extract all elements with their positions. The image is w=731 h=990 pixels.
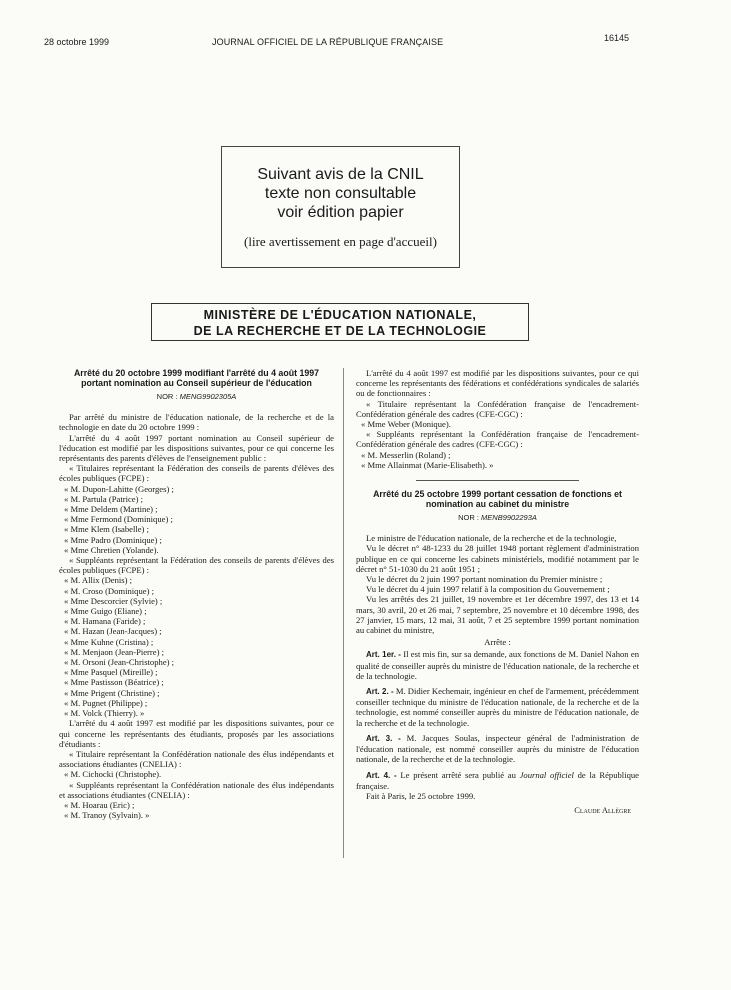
notice-line-2: texte non consultable [264, 185, 417, 202]
article-3-text: M. Jacques Soulas, inspecteur général de l'administration de l'éducation nationale, est nommé conseiller auprès du ministre de l'éducation nationale, de la recherche et de la technologie. [356, 732, 639, 765]
list-item: « M. Allix (Denis) ; [64, 575, 133, 586]
list-item: « M. Croso (Dominique) ; [64, 585, 154, 596]
list-item: « Mme Kuhne (Cristina) ; [64, 636, 154, 647]
notice-line-1: Suivant avis de la CNIL [257, 166, 424, 183]
list-item: « M. Pugnet (Philippe) ; [64, 697, 148, 708]
list-item: « Mme Prigent (Christine) ; [64, 687, 160, 698]
list-item: « Mme Pastisson (Béatrice) ; [64, 677, 164, 688]
notice-subtext: (lire avertissement en page d'accueil) [244, 234, 437, 249]
article-4-journal: Journal officiel [519, 769, 574, 780]
visa-decret-june-2: Vu le décret du 2 juin 1997 portant nomination du Premier ministre ; [366, 574, 603, 585]
list-item: « Mme Weber (Monique). [361, 419, 451, 430]
list-item: « M. Hamana (Faride) ; [64, 616, 146, 627]
left-nor-label: NOR : [156, 392, 178, 401]
visa-decret-1948: Vu le décret n° 48-1233 du 28 juillet 1948 portant règlement d'administration publique en ce qui concerne les cabinets ministériels, modifié notamment par le décret n° 51-1030 du 21 août 1951 ; [356, 543, 639, 574]
left-nor [59, 392, 334, 402]
section-rule [416, 480, 579, 481]
header-journal-title: JOURNAL OFFICIEL DE LA RÉPUBLIQUE FRANÇAISE [212, 37, 444, 47]
article-2-label: Art. 2. - [366, 687, 394, 697]
header-date: 28 octobre 1999 [44, 37, 110, 47]
ministry-heading-box [151, 303, 529, 341]
header-page-number: 16145 [604, 33, 630, 43]
right-suppleants-cfe: « Suppléants représentant la Confédération française de l'encadrement-Confédération générale des cadres (CFE-CGC) : [356, 429, 639, 450]
article-4 [356, 770, 639, 791]
right-nor-label: NOR : [458, 513, 479, 523]
left-titulaire-cnelia: « Titulaire représentant la Confédération nationale des élus indépendants et associations étudiantes (CNELIA) : [59, 748, 334, 770]
right-nor [356, 513, 639, 523]
right-nor-code: MENB9902293A [481, 513, 537, 523]
list-item: « M. Orsoni (Jean-Christophe) ; [64, 657, 175, 668]
ministry-line-1: MINISTÈRE DE L'ÉDUCATION NATIONALE, [203, 308, 477, 322]
left-titulaires-fcpe: « Titulaires représentant la Fédération des conseils de parents d'élèves des écoles publiques (FCPE) : [59, 463, 334, 484]
arrete-heading: Arrête : [484, 637, 511, 648]
left-nor-code: MENG9902305A [179, 392, 237, 401]
article-3 [356, 733, 639, 765]
list-item: « M. Tranoy (Sylvain). » [64, 810, 150, 821]
done-at: Fait à Paris, le 25 octobre 1999. [366, 790, 476, 801]
article-4-label: Art. 4. - [366, 770, 397, 780]
visa-decret-june-4: Vu le décret du 4 juin 1997 relatif à la composition du Gouvernement ; [366, 584, 610, 595]
page-header [0, 0, 731, 50]
left-suppleants-fcpe: « Suppléants représentant la Fédération des conseils de parents d'élèves des écoles publiques (FCPE) : [59, 555, 334, 576]
article-4-text-b: de la République française. [356, 769, 639, 791]
list-item: « Mme Deldem (Martine) ; [64, 504, 158, 515]
list-item: « Mme Padro (Dominique) ; [64, 534, 162, 545]
left-article-title: Arrêté du 20 octobre 1999 modifiant l'arrêté du 4 août 1997 portant nomination au Conseil supérieur de l'éducation [73, 368, 320, 388]
list-item: « Mme Guigo (Eliane) ; [64, 606, 147, 617]
column-divider [343, 368, 344, 858]
list-item: « Mme Pasquel (Mireille) ; [64, 667, 158, 678]
left-para1: L'arrêté du 4 août 1997 portant nomination au Conseil supérieur de l'éducation est modifié par les dispositions suivantes, pour ce qui concerne les représentants des parents d'élèves de l'enseignement public : [59, 432, 334, 464]
list-item: « Mme Fermond (Dominique) ; [64, 514, 173, 525]
right-titulaire-cfe: « Titulaire représentant la Confédération française de l'encadrement-Confédération générale des cadres (CFE-CGC) : [356, 398, 639, 419]
right-article-title: Arrêté du 25 octobre 1999 portant cessation de fonctions et nomination au cabinet du ministre [373, 489, 622, 510]
article-1-label: Art. 1er. - [366, 650, 401, 660]
visa-arretes: Vu les arrêtés des 21 juillet, 19 novembre et 1er décembre 1997, des 13 et 14 mars, 30 avril, 20 et 26 mai, 7 septembre, 25 novembre et 10 décembre 1998, des 27 janvier, 15 mars, 12 mai, 31 août, 7 et 25 septembre 1999 portant nomination au cabinet du ministre, [356, 594, 639, 636]
list-item: « M. Hoarau (Eric) ; [64, 799, 135, 810]
cnil-notice-box [221, 146, 460, 268]
list-item: « Mme Allainmat (Marie-Elisabeth). » [361, 459, 494, 470]
article-2-text: M. Didier Kechemair, ingénieur en chef de l'armement, précédemment conseiller technique du ministre de l'éducation nationale, de la recherche et de la technologie, est nommé conseiller auprès du ministre de l'éducation nationale, de la recherche et de la technologie. [356, 686, 639, 728]
left-suppleants-cnelia: « Suppléants représentant la Confédération nationale des élus indépendants et associations étudiantes (CNELIA) : [59, 779, 334, 800]
list-item: « M. Partula (Patrice) ; [64, 493, 143, 504]
visa-minister: Le ministre de l'éducation nationale, de la recherche et de la technologie, [366, 533, 617, 544]
ministry-line-2: DE LA RECHERCHE ET DE LA TECHNOLOGIE [193, 324, 487, 338]
left-para2: L'arrêté du 4 août 1997 est modifié par les dispositions suivantes, pour ce qui concerne les représentants des étudiants, proposés par les associations d'étudiants : [59, 718, 334, 749]
article-2 [356, 686, 639, 728]
signature: Claude Allègre [574, 805, 631, 816]
list-item: « M. Messerlin (Roland) ; [361, 449, 451, 460]
list-item: « Mme Klem (Isabelle) ; [64, 524, 149, 535]
list-item: « M. Hazan (Jean-Jacques) ; [64, 626, 162, 637]
list-item: « M. Volck (Thierry). » [64, 708, 145, 719]
list-item: « Mme Chretien (Yolande). [64, 544, 159, 555]
list-item: « Mme Descorcier (Sylvie) ; [64, 595, 163, 606]
list-item: « M. Dupon-Lahitte (Georges) ; [64, 483, 174, 494]
right-para1: L'arrêté du 4 août 1997 est modifié par les dispositions suivantes, pour ce qui concerne les représentants des fédérations et confédérations syndicales de salariés ou de fonctionnaires : [356, 368, 639, 399]
article-1-text: Il est mis fin, sur sa demande, aux fonctions de M. Daniel Nahon en qualité de conseiller auprès du ministre de l'éducation nationale, de la recherche et de la technologie. [356, 649, 639, 681]
article-1 [356, 649, 639, 681]
notice-line-3: voir édition papier [277, 204, 404, 221]
right-column [356, 368, 639, 815]
left-intro: Par arrêté du ministre de l'éducation nationale, de la recherche et de la technologie en date du 20 octobre 1999 : [59, 412, 334, 433]
list-item: « M. Cichocki (Christophe). [64, 769, 162, 780]
article-4-text-a: Le présent arrêté sera publié au [400, 769, 520, 780]
left-column [59, 368, 334, 820]
list-item: « M. Menjaon (Jean-Pierre) ; [64, 646, 164, 657]
article-3-label: Art. 3. - [366, 733, 401, 743]
